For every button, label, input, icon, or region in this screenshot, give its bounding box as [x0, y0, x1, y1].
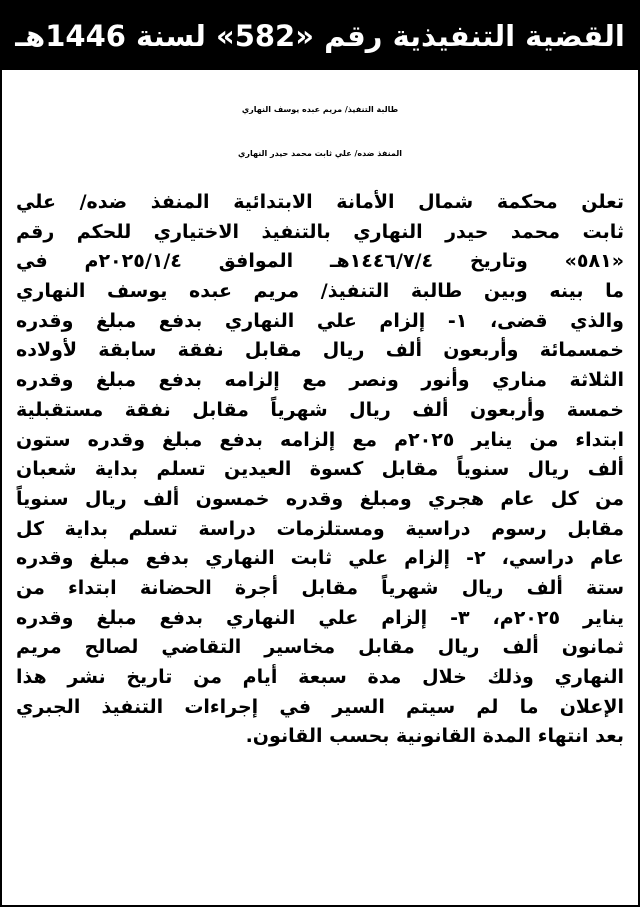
- case-title: القضية التنفيذية رقم «582» لسنة 1446هـ: [15, 19, 625, 53]
- body-line: ابتداء من يناير ٢٠٢٥م مع إلزامه بدفع مبلغ وقدره ستون: [16, 428, 624, 451]
- body-line: ثابت محمد حيدر النهاري بالتنفيذ الاختياري للحكم رقم: [16, 220, 624, 243]
- body-line: النهاري وذلك خلال مدة سبعة أيام من تاريخ نشر هذا: [16, 666, 624, 688]
- body-line: تعلن محكمة شمال الأمانة الابتدائية المنفذ ضده/ علي: [16, 191, 624, 213]
- body-line: «٥٨١» وتاريخ ١٤٤٦/٧/٤هـ الموافق ٢٠٢٥/١/٤م في: [16, 250, 624, 273]
- body-line: الثلاثة مناري وأنور ونصر مع إلزامه بدفع مبلغ وقدره: [16, 369, 624, 392]
- notice-body: [16, 188, 624, 752]
- body-line: من كل عام هجري ومبلغ وقدره خمسون ألف ريال سنوياً: [16, 487, 624, 510]
- body-line-final: بعد انتهاء المدة القانونية بحسب القانون.: [245, 725, 624, 748]
- body-line: يناير ٢٠٢٥م، ٣- إلزام علي النهاري بدفع مبلغ وقدره: [16, 606, 624, 629]
- case-title-banner: [2, 2, 638, 70]
- body-line: ألف ريال سنوياً مقابل كسوة العيدين تسلم بداية شعبان: [16, 458, 624, 481]
- body-line: ما بينه وبين طالبة التنفيذ/ مريم عبده يوسف النهاري: [16, 280, 624, 303]
- body-line: عام دراسي، ٢- إلزام علي ثابت النهاري بدفع مبلغ وقدره: [16, 547, 624, 570]
- respondent-line: المنفذ ضده/ علي ثابت محمد حيدر النهاري: [238, 149, 402, 158]
- body-line: الإعلان ما لم سيتم السير في إجراءات التنفيذ الجبري: [16, 695, 624, 718]
- body-line: خمسمائة وأربعون ألف ريال مقابل نفقة سابقة لأولاده: [16, 339, 624, 362]
- body-line: ثمانون ألف ريال مقابل مخاسير التقاضي لصالح مريم: [16, 636, 624, 659]
- body-line: والذي قضى، ١- إلزام علي النهاري بدفع مبلغ وقدره: [16, 309, 624, 332]
- claimant-line: طالبة التنفيذ/ مريم عبده يوسف النهاري: [241, 105, 399, 114]
- body-line: ستة ألف ريال شهرياً مقابل أجرة الحضانة ابتداء من: [16, 576, 624, 599]
- body-line: خمسة وأربعون ألف ريال شهرياً مقابل نفقة مستقبلية: [16, 398, 624, 421]
- parties-block: [12, 88, 628, 176]
- body-line: مقابل رسوم دراسية ومستلزمات دراسة تسلم بداية كل: [16, 517, 624, 540]
